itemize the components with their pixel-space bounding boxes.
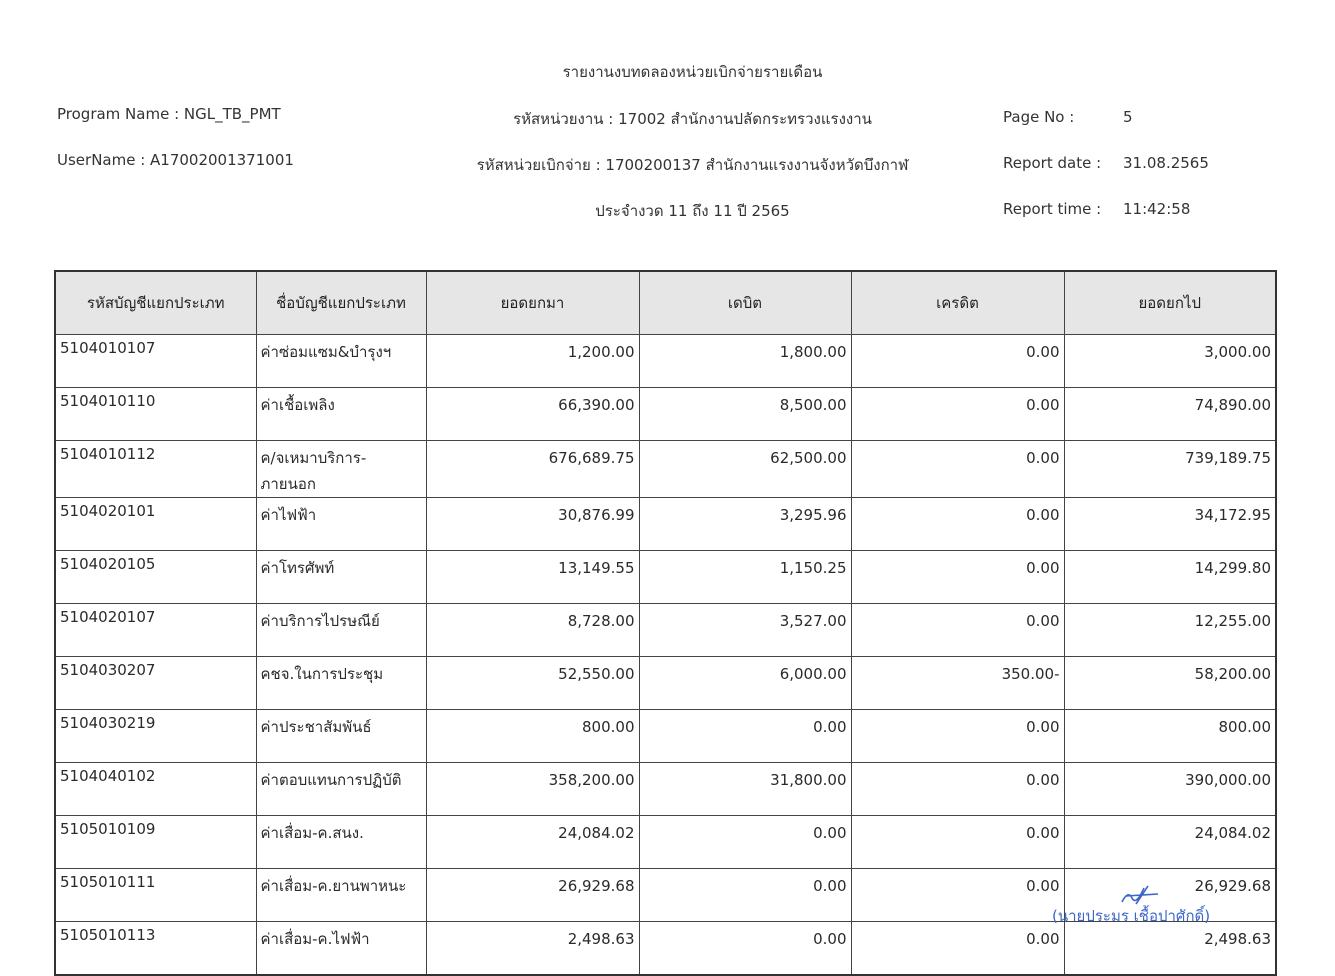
- cell-brought-forward: 30,876.99: [426, 498, 639, 551]
- cell-carried-forward: 34,172.95: [1064, 498, 1276, 551]
- cell-brought-forward: 24,084.02: [426, 816, 639, 869]
- cell-debit: 8,500.00: [639, 388, 851, 441]
- program-name: Program Name : NGL_TB_PMT: [57, 105, 281, 123]
- cell-account-name: ค่าโทรศัพท์: [256, 551, 426, 604]
- table-header-row: [55, 271, 1276, 335]
- cell-carried-forward: 74,890.00: [1064, 388, 1276, 441]
- table-row: [55, 498, 1276, 551]
- cell-account-code: 5104010107: [55, 335, 256, 388]
- cell-debit: 62,500.00: [639, 441, 851, 498]
- cell-brought-forward: 13,149.55: [426, 551, 639, 604]
- header-account-name: ชื่อบัญชีแยกประเภท: [256, 271, 426, 335]
- cell-credit: 0.00: [851, 922, 1064, 976]
- cell-account-name: ค่าตอบแทนการปฏิบัติ: [256, 763, 426, 816]
- cell-carried-forward: 3,000.00: [1064, 335, 1276, 388]
- report-time-value: 11:42:58: [1123, 200, 1191, 218]
- cell-account-code: 5104030207: [55, 657, 256, 710]
- signatory-name: (นายประมร เชื้อปาศักดิ์): [1052, 907, 1211, 925]
- page-no-label: Page No :: [1003, 108, 1075, 126]
- cell-debit: 0.00: [639, 869, 851, 922]
- cell-credit: 0.00: [851, 498, 1064, 551]
- table-row: [55, 922, 1276, 976]
- table-row: [55, 763, 1276, 816]
- table-row: [55, 441, 1276, 498]
- cell-account-name: ค่าไฟฟ้า: [256, 498, 426, 551]
- table-row: [55, 816, 1276, 869]
- cell-credit: 0.00: [851, 335, 1064, 388]
- cell-brought-forward: 800.00: [426, 710, 639, 763]
- cell-debit: 1,800.00: [639, 335, 851, 388]
- report-title: รายงานงบทดลองหน่วยเบิกจ่ายรายเดือน: [562, 63, 823, 81]
- cell-brought-forward: 52,550.00: [426, 657, 639, 710]
- cell-credit: 0.00: [851, 710, 1064, 763]
- cell-carried-forward: 58,200.00: [1064, 657, 1276, 710]
- cell-credit: 0.00: [851, 869, 1064, 922]
- cell-debit: 0.00: [639, 816, 851, 869]
- cell-account-code: 5104010110: [55, 388, 256, 441]
- cell-credit: 0.00: [851, 604, 1064, 657]
- cell-account-name: ค่าเสื่อม-ค.ไฟฟ้า: [256, 922, 426, 976]
- cell-credit: 0.00: [851, 551, 1064, 604]
- cell-debit: 6,000.00: [639, 657, 851, 710]
- cell-account-name: คชจ.ในการประชุม: [256, 657, 426, 710]
- header-debit: เดบิต: [639, 271, 851, 335]
- table-row: [55, 388, 1276, 441]
- table-row: [55, 335, 1276, 388]
- cell-brought-forward: 1,200.00: [426, 335, 639, 388]
- cell-credit: 350.00-: [851, 657, 1064, 710]
- page-no-value: 5: [1123, 108, 1133, 126]
- cell-carried-forward: 12,255.00: [1064, 604, 1276, 657]
- cell-account-name: ค่าเสื่อม-ค.สนง.: [256, 816, 426, 869]
- report-date-label: Report date :: [1003, 154, 1102, 172]
- cell-credit: 0.00: [851, 763, 1064, 816]
- cell-account-code: 5104010112: [55, 441, 256, 498]
- cell-brought-forward: 66,390.00: [426, 388, 639, 441]
- cell-carried-forward: 800.00: [1064, 710, 1276, 763]
- trial-balance-table: [54, 270, 1277, 976]
- cell-debit: 0.00: [639, 922, 851, 976]
- cell-brought-forward: 358,200.00: [426, 763, 639, 816]
- cell-carried-forward: 26,929.68: [1064, 869, 1276, 922]
- header-account-code: รหัสบัญชีแยกประเภท: [55, 271, 256, 335]
- cell-debit: 3,295.96: [639, 498, 851, 551]
- cell-account-name: ค่าเสื่อม-ค.ยานพาหนะ: [256, 869, 426, 922]
- cell-brought-forward: 676,689.75: [426, 441, 639, 498]
- cell-account-name: ค่าเชื้อเพลิง: [256, 388, 426, 441]
- cell-carried-forward: 24,084.02: [1064, 816, 1276, 869]
- header-carried-forward: ยอดยกไป: [1064, 271, 1276, 335]
- cell-credit: 0.00: [851, 388, 1064, 441]
- report-date-value: 31.08.2565: [1123, 154, 1209, 172]
- cell-account-name: ค่าบริการไปรษณีย์: [256, 604, 426, 657]
- cell-account-name: ค/จเหมาบริการ-ภายนอก: [256, 441, 426, 498]
- cell-account-code: 5105010109: [55, 816, 256, 869]
- table-row: [55, 710, 1276, 763]
- cell-account-code: 5104020107: [55, 604, 256, 657]
- cell-account-code: 5104020101: [55, 498, 256, 551]
- cell-carried-forward: 390,000.00: [1064, 763, 1276, 816]
- cell-carried-forward: 739,189.75: [1064, 441, 1276, 498]
- cell-debit: 1,150.25: [639, 551, 851, 604]
- cell-account-code: 5104020105: [55, 551, 256, 604]
- cell-credit: 0.00: [851, 441, 1064, 498]
- disbursing-unit-line: รหัสหน่วยเบิกจ่าย : 1700200137 สำนักงานแรงงานจังหวัดบึงกาฬ: [476, 156, 909, 174]
- cell-account-code: 5104040102: [55, 763, 256, 816]
- report-time-label: Report time :: [1003, 200, 1102, 218]
- cell-debit: 0.00: [639, 710, 851, 763]
- cell-account-name: ค่าประชาสัมพันธ์: [256, 710, 426, 763]
- cell-brought-forward: 8,728.00: [426, 604, 639, 657]
- agency-line: รหัสหน่วยงาน : 17002 สำนักงานปลัดกระทรวงแรงงาน: [513, 110, 872, 128]
- table-row: [55, 604, 1276, 657]
- period-line: ประจำงวด 11 ถึง 11 ปี 2565: [595, 202, 790, 220]
- cell-debit: 31,800.00: [639, 763, 851, 816]
- cell-account-code: 5105010113: [55, 922, 256, 976]
- table-row: [55, 551, 1276, 604]
- cell-carried-forward: 2,498.63: [1064, 922, 1276, 976]
- table-row: [55, 657, 1276, 710]
- cell-brought-forward: 26,929.68: [426, 869, 639, 922]
- cell-credit: 0.00: [851, 816, 1064, 869]
- header-credit: เครดิต: [851, 271, 1064, 335]
- cell-brought-forward: 2,498.63: [426, 922, 639, 976]
- username: UserName : A17002001371001: [57, 151, 294, 169]
- cell-debit: 3,527.00: [639, 604, 851, 657]
- header-brought-forward: ยอดยกมา: [426, 271, 639, 335]
- cell-account-name: ค่าซ่อมแซม&บำรุงฯ: [256, 335, 426, 388]
- cell-account-code: 5104030219: [55, 710, 256, 763]
- cell-carried-forward: 14,299.80: [1064, 551, 1276, 604]
- cell-account-code: 5105010111: [55, 869, 256, 922]
